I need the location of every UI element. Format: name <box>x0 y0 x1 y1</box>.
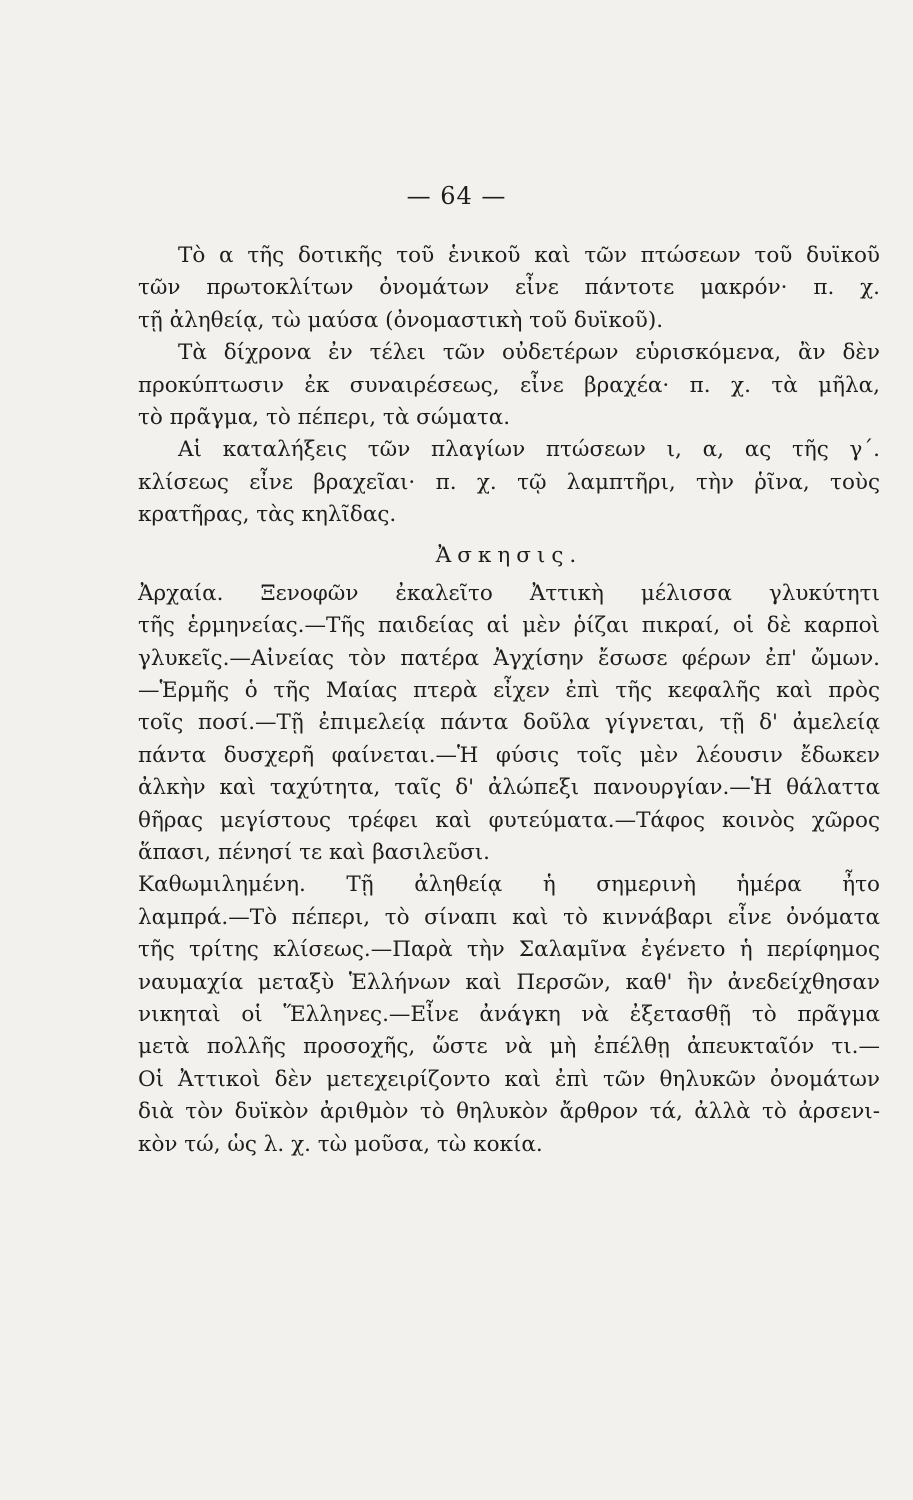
text-line: τῇ ἀληθείᾳ, τὼ μαύσα (ὀνομαστικὴ τοῦ δυϊκοῦ). <box>138 307 664 333</box>
text-line: τῶν πρωτοκλίτων ὀνομάτων εἶνε πάντοτε μακρόν· π. χ. <box>138 275 880 301</box>
text-line: πάντα δυσχερῆ φαίνεται.—Ἡ φύσις τοῖς μὲν λέουσιν ἔδωκεν <box>138 742 880 768</box>
text-line: τὸ πρᾶγμα, τὸ πέπερι, τὰ σώματα. <box>138 404 511 430</box>
text-line: Τὸ α τῆς δοτικῆς τοῦ ἑνικοῦ καὶ τῶν πτώσεων τοῦ δυϊκοῦ <box>178 243 880 268</box>
text-line: λαμπρά.—Τὸ πέπερι, τὸ σίναπι καὶ τὸ κιννάβαρι εἶνε ὀνόματα <box>138 904 880 930</box>
exercise-text <box>138 578 880 1161</box>
text-line: Οἱ Ἀττικοὶ δὲν μετεχειρίζοντο καὶ ἐπὶ τῶν θηλυκῶν ὀνομάτων <box>138 1066 880 1092</box>
text-line: ἀλκὴν καὶ ταχύτητα, ταῖς δ' ἀλώπεξι πανουργίαν.—Ἡ θάλαττα <box>138 775 880 801</box>
text-line: γλυκεῖς.—Αἰνείας τὸν πατέρα Ἀγχίσην ἔσωσε φέρων ἐπ' ὤμων. <box>138 645 880 671</box>
grammar-rules <box>138 240 880 532</box>
text-line: Καθωμιλημένη. Τῇ ἀληθείᾳ ἡ σημερινὴ ἡμέρα ἦτο <box>138 872 880 898</box>
text-line: Τὰ δίχρονα ἐν τέλει τῶν οὐδετέρων εὑρισκόμενα, ἂν δὲν <box>178 340 880 366</box>
text-line: κρατῆρας, τὰς κηλῖδας. <box>138 502 397 528</box>
text-line: διὰ τὸν δυϊκὸν ἀριθμὸν τὸ θηλυκὸν ἄρθρον τά, ἀλλὰ τὸ ἀρσενι- <box>138 1099 880 1125</box>
text-line: —Ἑρμῆς ὁ τῆς Μαίας πτερὰ εἶχεν ἐπὶ τῆς κεφαλῆς καὶ πρὸς <box>138 678 880 704</box>
text-line: κὸν τώ, ὡς λ. χ. τὼ μοῦσα, τὼ κοκία. <box>138 1131 543 1157</box>
body-text <box>138 240 880 1161</box>
text-line: μετὰ πολλῆς προσοχῆς, ὥστε νὰ μὴ ἐπέλθῃ ἀπευκταῖόν τι.— <box>138 1034 880 1060</box>
text-line: ναυμαχία μεταξὺ Ἑλλήνων καὶ Περσῶν, καθ' ἣν ἀνεδείχθησαν <box>138 969 880 995</box>
text-line: τῆς ἑρμηνείας.—Τῆς παιδείας αἱ μὲν ῥίζαι πικραί, οἱ δὲ καρποὶ <box>138 613 880 639</box>
text-line: τῆς τρίτης κλίσεως.—Παρὰ τὴν Σαλαμῖνα ἐγένετο ἡ περίφημος <box>138 937 880 963</box>
text-line: ἅπασι, πένησί τε καὶ βασιλεῦσι. <box>138 840 491 866</box>
text-line: θῆρας μεγίστους τρέφει καὶ φυτεύματα.—Τάφος κοινὸς χῶρος <box>138 807 880 833</box>
text-line: προκύπτωσιν ἐκ συναιρέσεως, εἶνε βραχέα· π. χ. τὰ μῆλα, <box>138 372 880 398</box>
page-number: — 64 — <box>406 182 507 210</box>
text-line: νικηταὶ οἱ Ἕλληνες.—Εἶνε ἀνάγκη νὰ ἐξετασθῇ τὸ πρᾶγμα <box>138 1001 880 1027</box>
text-line: Ἀρχαία. Ξενοφῶν ἐκαλεῖτο Ἀττικὴ μέλισσα γλυκύτητι <box>138 580 880 606</box>
text-line: τοῖς ποσί.—Τῇ ἐπιμελείᾳ πάντα δοῦλα γίγνεται, τῇ δ' ἀμελείᾳ <box>138 710 880 736</box>
exercise-heading: Ἀσκησις. <box>435 542 583 568</box>
text-line: κλίσεως εἶνε βραχεῖαι· π. χ. τῷ λαμπτῆρι, τὴν ῥῖνα, τοὺς <box>138 469 880 495</box>
text-line: Αἱ καταλήξεις τῶν πλαγίων πτώσεων ι, α, ας τῆς γ΄. <box>178 437 880 463</box>
